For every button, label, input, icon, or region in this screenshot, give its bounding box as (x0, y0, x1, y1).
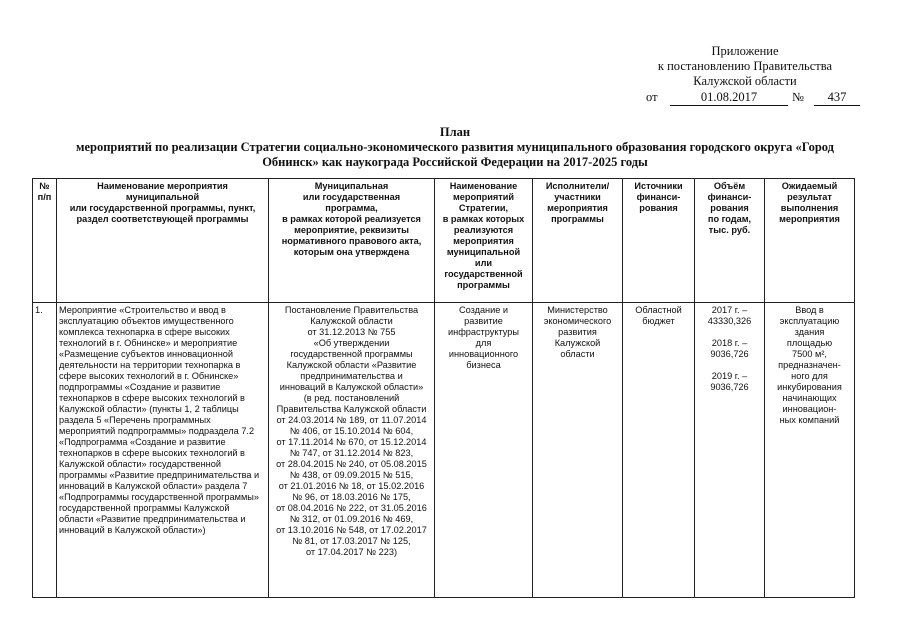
cell-number: 1. (33, 303, 57, 598)
header-measure-name: Наименование мероприятия муниципальной или государственной программы, пункт, раздел соответствующей программы (57, 179, 269, 303)
cell-strategy: Создание и развитие инфраструктуры для инновационного бизнеса (435, 303, 533, 598)
document-number: 437 (814, 90, 860, 106)
header-number: № п/п (33, 179, 57, 303)
header-executors: Исполнители/ участники мероприятия программы (533, 179, 623, 303)
plan-subtitle: мероприятий по реализации Стратегии социально-экономического развития муниципального образования городского округа «Город Обнинск» как наукограда Российской Федерации на 2017-2025 годы (75, 140, 835, 169)
appendix-block (600, 44, 890, 106)
appendix-title: Приложение (711, 44, 779, 58)
cell-result: Ввод в эксплуатацию здания площадью 7500 м², предназначен- ного для инкубирования начинающих инновацион- ных компаний (765, 303, 855, 598)
cell-measure: Мероприятие «Строительство и ввод в эксплуатацию объектов имущественного комплекса технопарка в сфере высоких технологий в г. Обнинске» и мероприятие «Размещение субъектов инновационной деятельности на территории технопарка в сфере высоких технологий в г. Обнинске» подпрограммы «Создание и развитие технопарков в сфере высоких технологий в Калужской области» (пункты 1, 2 таблицы раздела 5 «Перечень программных мероприятий подпрограммы» подраздела 7.2 «Подпрограмма «Создание и развитие технопарков в сфере высоких технологий в Калужской области» государственной программы «Развитие предпринимательства и инноваций в Калужской области» раздела 7 «Подпрограммы государственной программы» государственной программы Калужской области «Развитие предпринимательства и инноваций в Калужской области») (57, 303, 269, 598)
date-prefix: от (646, 90, 658, 104)
table-header-row (33, 179, 855, 303)
plan-heading (60, 125, 850, 170)
header-funding-sources: Источники финанси- рования (623, 179, 695, 303)
header-strategy-measures: Наименование мероприятий Стратегии, в рамках которых реализуются мероприятия муниципальной или государственной программы (435, 179, 533, 303)
document-date: 01.08.2017 (670, 90, 788, 106)
table-row (33, 303, 855, 598)
header-program: Муниципальная или государственная программа, в рамках которой реализуется мероприятие, реквизиты нормативного правового акта, которым она утверждена (269, 179, 435, 303)
cell-source: Областной бюджет (623, 303, 695, 598)
number-prefix: № (792, 90, 804, 104)
plan-table (32, 178, 855, 598)
appendix-date-row (600, 90, 890, 106)
header-funding-volume: Объём финанси- рования по годам, тыс. руб. (695, 179, 765, 303)
cell-executors: Министерство экономического развития Калужской области (533, 303, 623, 598)
header-expected-result: Ожидаемый результат выполнения мероприятия (765, 179, 855, 303)
cell-program: Постановление Правительства Калужской области от 31.12.2013 № 755 «Об утверждении государственной программы Калужской области «Развитие предпринимательства и инноваций в Калужской области» (в ред. постановлений Правительства Калужской области от 24.03.2014 № 189, от 11.07.2014 № 406, от 15.10.2014 № 604, от 17.11.2014 № 670, от 15.12.2014 № 747, от 31.12.2014 № 823, от 28.04.2015 № 240, от 05.08.2015 № 438, от 09.09.2015 № 515, от 21.01.2016 № 18, от 15.02.2016 № 96, от 18.03.2016 № 175, от 08.04.2016 № 222, от 31.05.2016 № 312, от 01.09.2016 № 469, от 13.10.2016 № 548, от 17.02.2017 № 81, от 17.03.2017 № 125, от 17.04.2017 № 223) (269, 303, 435, 598)
cell-funding: 2017 г. – 43330,326 2018 г. – 9036,726 2019 г. – 9036,726 (695, 303, 765, 598)
plan-title: План (439, 125, 471, 139)
appendix-line-3: Калужской области (693, 74, 797, 88)
appendix-line-2: к постановлению Правительства (657, 59, 833, 73)
